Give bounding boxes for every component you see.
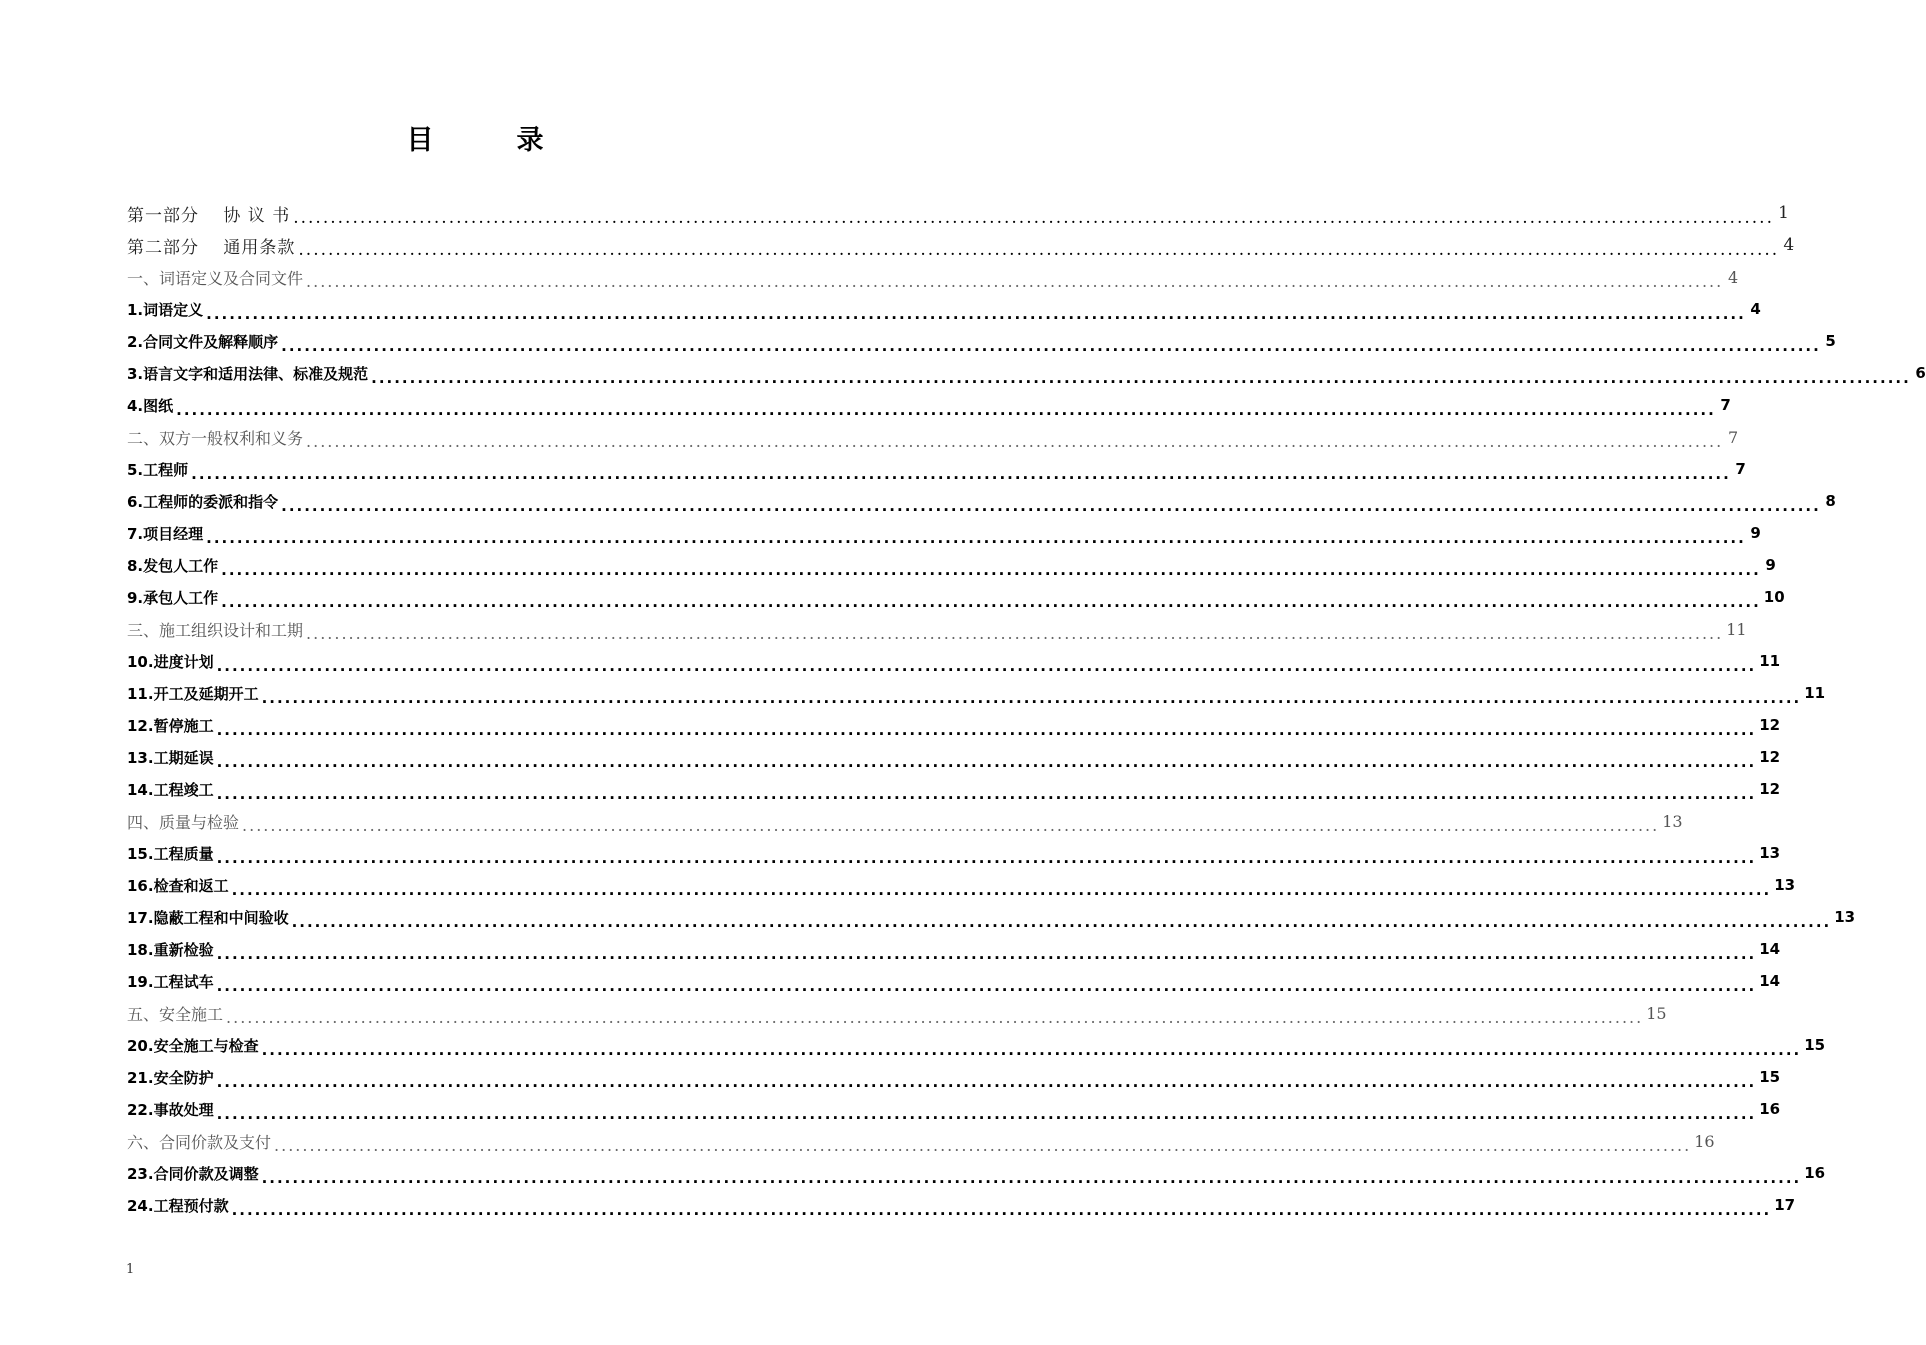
toc-entry[interactable]: [127, 773, 1781, 805]
dot-leader: ........................................................................................................................................................................................................: [216, 753, 1757, 771]
dot-leader: ........................................................................................................................................................................................................: [261, 1169, 1802, 1187]
toc-entry[interactable]: [127, 1125, 1715, 1157]
dot-leader: ........................................................................................................................................................................................................: [216, 657, 1757, 675]
dot-leader: ........................................................................................................................................................................................................: [221, 561, 1761, 579]
dot-leader: ........................................................................................................................................................................................................: [216, 1105, 1757, 1123]
toc-entry-title: 二、双方一般权利和义务: [127, 428, 304, 448]
toc-entry-page-number: 9: [1750, 524, 1761, 542]
toc-entry-page-number: 13: [1774, 876, 1796, 894]
toc-entry-title: 6.工程师的委派和指令: [127, 492, 279, 511]
toc-entry-page-number: 7: [1735, 460, 1746, 478]
toc-entry-title: 2.合同文件及解释顺序: [127, 332, 279, 351]
toc-entry-title: 20.安全施工与检查: [127, 1036, 259, 1055]
toc-entry[interactable]: [127, 709, 1781, 741]
dot-leader: ........................................................................................................................................................................................................: [281, 497, 1821, 515]
toc-entry-page-number: 12: [1759, 748, 1781, 766]
toc-entry-title: 三、施工组织设计和工期: [127, 620, 304, 640]
toc-entry[interactable]: [127, 1157, 1826, 1189]
toc-entry[interactable]: [127, 261, 1739, 293]
toc-entry[interactable]: [127, 1189, 1796, 1221]
toc-entry-title: 21.安全防护: [127, 1068, 214, 1087]
toc-entry[interactable]: [127, 965, 1781, 997]
toc-entry[interactable]: [127, 901, 1856, 933]
toc-entry-title: 11.开工及延期开工: [127, 684, 259, 703]
toc-entry-page-number: 15: [1804, 1036, 1826, 1054]
toc-entry-page-number: 12: [1759, 780, 1781, 798]
dot-leader: ........................................................................................................................................................................................................: [216, 977, 1757, 995]
dot-leader: ........................................................................................................................................................................................................: [176, 401, 1716, 419]
page-title: 目 录: [406, 125, 572, 156]
toc-entry-title: 1.词语定义: [127, 300, 204, 319]
toc-entry-page-number: 13: [1759, 844, 1781, 862]
toc-entry[interactable]: [127, 485, 1836, 517]
toc-entry-title: 第二部分 通用条款: [127, 237, 296, 258]
toc-entry-title: 17.隐蔽工程和中间验收: [127, 908, 289, 927]
toc-entry[interactable]: [127, 677, 1826, 709]
toc-entry-title: 5.工程师: [127, 460, 189, 479]
dot-leader: ........................................................................................................................................................................................................: [191, 465, 1731, 483]
footer-page-number: 1: [126, 1262, 135, 1277]
toc-entry-page-number: 13: [1662, 811, 1683, 831]
dot-leader: ........................................................................................................................................................................................................: [206, 529, 1746, 547]
toc-entry-page-number: 7: [1728, 427, 1739, 447]
dot-leader: ........................................................................................................................................................................................................: [226, 1008, 1644, 1027]
toc-entry[interactable]: [127, 741, 1781, 773]
toc-entry-page-number: 15: [1646, 1003, 1667, 1023]
dot-leader: ........................................................................................................................................................................................................: [221, 593, 1761, 611]
toc-entry-page-number: 4: [1728, 267, 1739, 287]
dot-leader: ........................................................................................................................................................................................................: [281, 337, 1821, 355]
dot-leader: ........................................................................................................................................................................................................: [216, 849, 1757, 867]
toc-entry-page-number: 14: [1759, 940, 1781, 958]
toc-entry-title: 15.工程质量: [127, 844, 214, 863]
toc-entry-title: 13.工期延误: [127, 748, 214, 767]
dot-leader: ........................................................................................................................................................................................................: [242, 816, 1660, 835]
toc-entry-page-number: 15: [1759, 1068, 1781, 1086]
dot-leader: ........................................................................................................................................................................................................: [216, 785, 1757, 803]
dot-leader: ........................................................................................................................................................................................................: [261, 1041, 1802, 1059]
toc-entry-title: 第一部分 协 议 书: [127, 205, 291, 226]
toc-entry-title: 4.图纸: [127, 396, 174, 415]
toc-entry-title: 四、质量与检验: [127, 812, 240, 832]
toc-entry-title: 10.进度计划: [127, 652, 214, 671]
toc-entry[interactable]: [127, 1061, 1781, 1093]
toc-entry-title: 7.项目经理: [127, 524, 204, 543]
toc-entry-page-number: 6: [1915, 364, 1926, 382]
toc-entry-title: 19.工程试车: [127, 972, 214, 991]
toc-entry-page-number: 16: [1694, 1131, 1715, 1151]
toc-entry[interactable]: [127, 293, 1761, 325]
toc-entry[interactable]: [127, 805, 1683, 837]
table-of-contents: [127, 197, 1926, 1221]
dot-leader: ........................................................................................................................................................................................................: [298, 240, 1780, 260]
toc-entry[interactable]: [127, 933, 1781, 965]
toc-entry[interactable]: [127, 389, 1731, 421]
toc-entry[interactable]: [127, 1029, 1826, 1061]
toc-entry-page-number: 17: [1774, 1196, 1796, 1214]
toc-entry-page-number: 11: [1759, 652, 1781, 670]
toc-entry-page-number: 5: [1825, 332, 1836, 350]
toc-entry-page-number: 8: [1825, 492, 1836, 510]
toc-entry[interactable]: [127, 549, 1776, 581]
toc-entry[interactable]: [127, 453, 1746, 485]
toc-entry-title: 18.重新检验: [127, 940, 214, 959]
toc-entry-title: 14.工程竣工: [127, 780, 214, 799]
toc-entry-page-number: 11: [1804, 684, 1826, 702]
toc-entry[interactable]: [127, 357, 1926, 389]
toc-entry[interactable]: [127, 1093, 1781, 1125]
toc-entry-title: 五、安全施工: [127, 1004, 224, 1024]
dot-leader: ........................................................................................................................................................................................................: [306, 272, 1724, 291]
toc-entry-title: 12.暂停施工: [127, 716, 214, 735]
toc-entry[interactable]: [127, 613, 1747, 645]
toc-entry-title: 8.发包人工作: [127, 556, 219, 575]
dot-leader: ........................................................................................................................................................................................................: [306, 624, 1724, 643]
toc-entry[interactable]: [127, 517, 1761, 549]
dot-leader: ........................................................................................................................................................................................................: [261, 689, 1802, 707]
toc-entry[interactable]: [127, 997, 1667, 1029]
toc-entry-page-number: 16: [1759, 1100, 1781, 1118]
toc-entry-page-number: 1: [1778, 203, 1789, 223]
dot-leader: ........................................................................................................................................................................................................: [306, 432, 1724, 451]
toc-entry-page-number: 11: [1726, 619, 1747, 639]
toc-entry[interactable]: [127, 645, 1781, 677]
dot-leader: ........................................................................................................................................................................................................: [206, 305, 1746, 323]
toc-entry[interactable]: [127, 837, 1781, 869]
toc-entry-page-number: 10: [1763, 588, 1785, 606]
toc-entry-page-number: 13: [1834, 908, 1856, 926]
dot-leader: ........................................................................................................................................................................................................: [216, 721, 1757, 739]
toc-entry-title: 3.语言文字和适用法律、标准及规范: [127, 364, 369, 383]
dot-leader: ........................................................................................................................................................................................................: [216, 945, 1757, 963]
toc-entry-page-number: 16: [1804, 1164, 1826, 1182]
toc-entry[interactable]: [127, 421, 1739, 453]
toc-entry[interactable]: [127, 581, 1785, 613]
toc-entry-page-number: 12: [1759, 716, 1781, 734]
toc-entry-page-number: 9: [1765, 556, 1776, 574]
dot-leader: ........................................................................................................................................................................................................: [231, 881, 1772, 899]
toc-entry-page-number: 4: [1750, 300, 1761, 318]
toc-entry[interactable]: [127, 325, 1836, 357]
dot-leader: ........................................................................................................................................................................................................: [216, 1073, 1757, 1091]
dot-leader: ........................................................................................................................................................................................................: [291, 913, 1832, 931]
toc-entry-title: 9.承包人工作: [127, 588, 219, 607]
toc-entry-title: 16.检查和返工: [127, 876, 229, 895]
dot-leader: ........................................................................................................................................................................................................: [293, 208, 1774, 228]
toc-entry-page-number: 14: [1759, 972, 1781, 990]
toc-entry-title: 22.事故处理: [127, 1100, 214, 1119]
toc-entry[interactable]: [127, 869, 1796, 901]
toc-entry-title: 一、词语定义及合同文件: [127, 268, 304, 288]
dot-leader: ........................................................................................................................................................................................................: [274, 1136, 1692, 1155]
toc-entry-page-number: 4: [1783, 235, 1795, 255]
dot-leader: ........................................................................................................................................................................................................: [371, 369, 1911, 387]
dot-leader: ........................................................................................................................................................................................................: [231, 1201, 1772, 1219]
toc-entry-title: 24.工程预付款: [127, 1196, 229, 1215]
toc-entry[interactable]: [127, 229, 1795, 261]
toc-entry[interactable]: [127, 197, 1789, 229]
toc-entry-title: 六、合同价款及支付: [127, 1132, 272, 1152]
toc-entry-title: 23.合同价款及调整: [127, 1164, 259, 1183]
toc-entry-page-number: 7: [1720, 396, 1731, 414]
